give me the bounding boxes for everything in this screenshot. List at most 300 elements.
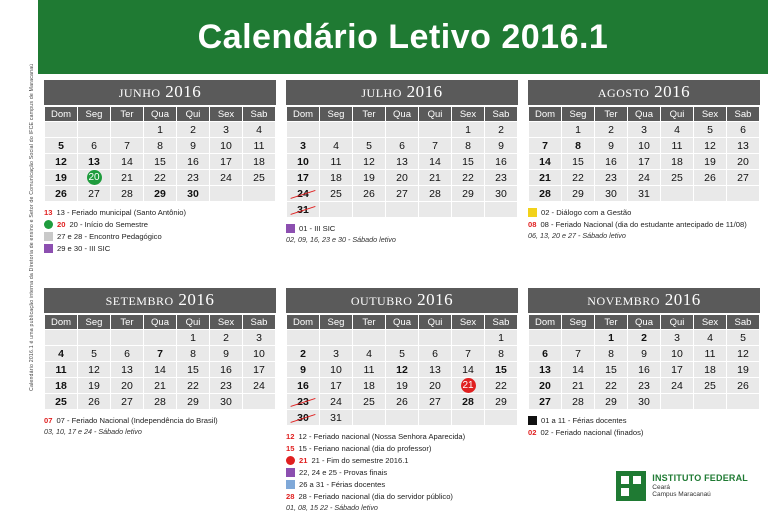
day-cell[interactable]: 19 (353, 170, 386, 186)
legend-item (44, 231, 276, 242)
month-legend (528, 415, 760, 438)
day-cell[interactable]: 20 (727, 154, 760, 170)
week-row (45, 170, 276, 186)
day-cell[interactable]: 17 (661, 362, 694, 378)
day-cell[interactable]: 28 (419, 186, 452, 202)
week-row (287, 362, 518, 378)
day-cell-empty (111, 122, 144, 138)
week-row (45, 138, 276, 154)
week-row (45, 330, 276, 346)
day-cell[interactable]: 24 (287, 186, 320, 202)
day-cell[interactable]: 7 (452, 346, 485, 362)
day-cell[interactable]: 15 (562, 154, 595, 170)
day-cell[interactable]: 20 (111, 378, 144, 394)
legend-item (44, 219, 276, 230)
weekday-header-row (287, 315, 518, 330)
day-cell[interactable]: 1 (562, 122, 595, 138)
day-cell[interactable]: 30 (485, 186, 518, 202)
legend-day-number: 02 (528, 428, 537, 437)
day-cell[interactable]: 23 (628, 378, 661, 394)
day-cell[interactable]: 21 (144, 378, 177, 394)
weekday-header: Qua (386, 315, 419, 330)
legend-day-number: 21 (299, 456, 308, 465)
day-cell[interactable]: 23 (595, 170, 628, 186)
day-cell[interactable]: 9 (595, 138, 628, 154)
day-cell-empty (144, 330, 177, 346)
day-cell[interactable]: 18 (661, 154, 694, 170)
day-cell[interactable]: 10 (320, 362, 353, 378)
month-title (528, 288, 760, 313)
day-cell[interactable]: 2 (210, 330, 243, 346)
month-block (44, 80, 276, 280)
month-block (286, 80, 518, 280)
week-row (45, 122, 276, 138)
day-cell[interactable]: 11 (243, 138, 276, 154)
weekday-header: Qui (661, 107, 694, 122)
month-legend (286, 223, 518, 245)
day-cell[interactable]: 2 (628, 330, 661, 346)
day-cell[interactable]: 4 (243, 122, 276, 138)
day-cell[interactable]: 30 (595, 186, 628, 202)
weekday-header: Qua (144, 315, 177, 330)
day-cell-empty (419, 330, 452, 346)
day-cell[interactable]: 30 (628, 394, 661, 410)
day-cell[interactable]: 3 (243, 330, 276, 346)
day-cell-empty (45, 330, 78, 346)
weekday-header: Ter (111, 107, 144, 122)
weekday-header: Dom (45, 107, 78, 122)
day-cell[interactable]: 31 (320, 410, 353, 426)
day-cell[interactable]: 24 (628, 170, 661, 186)
day-cell[interactable]: 13 (386, 154, 419, 170)
legend-day-number: 28 (286, 492, 295, 501)
day-cell[interactable]: 7 (111, 138, 144, 154)
day-cell[interactable]: 20 (386, 170, 419, 186)
day-cell[interactable]: 8 (177, 346, 210, 362)
day-cell[interactable]: 5 (694, 122, 727, 138)
day-cell[interactable]: 1 (177, 330, 210, 346)
legend-label: 02 - Diálogo com a Gestão (541, 208, 632, 217)
day-cell-empty (485, 202, 518, 218)
day-cell[interactable]: 14 (144, 362, 177, 378)
day-cell[interactable]: 26 (727, 378, 760, 394)
day-cell[interactable]: 14 (529, 154, 562, 170)
day-cell[interactable]: 22 (562, 170, 595, 186)
weekday-header: Ter (353, 107, 386, 122)
week-row (287, 186, 518, 202)
day-highlight-green: 20 (88, 172, 100, 183)
weekday-header: Ter (353, 315, 386, 330)
day-cell[interactable]: 29 (595, 394, 628, 410)
month-year: 2016 (173, 290, 215, 309)
day-cell[interactable]: 1 (452, 122, 485, 138)
logo-text-block (652, 473, 748, 498)
day-cell[interactable]: 1 (595, 330, 628, 346)
day-cell[interactable]: 11 (661, 138, 694, 154)
day-cell[interactable]: 1 (144, 122, 177, 138)
day-cell[interactable]: 9 (177, 138, 210, 154)
day-cell[interactable]: 7 (144, 346, 177, 362)
legend-swatch-blue (286, 480, 295, 489)
day-cell[interactable]: 17 (628, 154, 661, 170)
day-cell[interactable]: 16 (210, 362, 243, 378)
day-cell[interactable]: 12 (694, 138, 727, 154)
day-cell[interactable]: 6 (727, 122, 760, 138)
day-cell[interactable]: 11 (353, 362, 386, 378)
day-cell[interactable]: 23 (177, 170, 210, 186)
day-cell[interactable]: 27 (386, 186, 419, 202)
day-cell[interactable]: 3 (320, 346, 353, 362)
day-cell[interactable]: 16 (595, 154, 628, 170)
day-cell[interactable]: 21 (529, 170, 562, 186)
day-cell[interactable]: 20 (419, 378, 452, 394)
legend-item (44, 243, 276, 254)
legend-day-number: 20 (57, 220, 66, 229)
day-cell[interactable]: 2 (177, 122, 210, 138)
day-cell[interactable]: 22 (595, 378, 628, 394)
day-cell[interactable]: 15 (595, 362, 628, 378)
day-cell[interactable]: 15 (485, 362, 518, 378)
weekday-header: Sex (210, 315, 243, 330)
day-cell[interactable]: 10 (210, 138, 243, 154)
day-cell[interactable]: 18 (353, 378, 386, 394)
day-cell[interactable]: 6 (386, 138, 419, 154)
day-cell[interactable]: 19 (45, 170, 78, 186)
day-cell[interactable]: 29 (562, 186, 595, 202)
legend-swatch-yellow (528, 208, 537, 217)
weekday-header: Qua (144, 107, 177, 122)
day-cell[interactable]: 28 (562, 394, 595, 410)
day-cell[interactable]: 28 (144, 394, 177, 410)
page-title: Calendário Letivo 2016.1 (197, 17, 609, 56)
day-cell[interactable]: 16 (485, 154, 518, 170)
day-cell[interactable]: 9 (210, 346, 243, 362)
day-cell[interactable]: 10 (287, 154, 320, 170)
day-cell[interactable]: 16 (287, 378, 320, 394)
day-cell[interactable]: 5 (353, 138, 386, 154)
day-cell[interactable]: 1 (485, 330, 518, 346)
day-cell[interactable]: 22 (452, 170, 485, 186)
day-cell[interactable]: 17 (243, 362, 276, 378)
weekday-header: Sex (694, 315, 727, 330)
day-cell[interactable]: 27 (111, 394, 144, 410)
month-block (44, 288, 276, 498)
day-cell[interactable]: 7 (419, 138, 452, 154)
day-cell[interactable]: 25 (353, 394, 386, 410)
legend-item (528, 231, 760, 241)
legend-label: 01 - III SIC (299, 224, 336, 233)
day-cell[interactable]: 25 (243, 170, 276, 186)
day-cell[interactable]: 14 (111, 154, 144, 170)
legend-label: 02, 09, 16, 23 e 30 - Sábado letivo (286, 235, 396, 244)
day-cell[interactable]: 30 (287, 410, 320, 426)
day-cell[interactable]: 24 (243, 378, 276, 394)
day-cell[interactable]: 31 (287, 202, 320, 218)
day-cell[interactable]: 4 (320, 138, 353, 154)
day-cell[interactable]: 14 (562, 362, 595, 378)
day-cell[interactable]: 13 (529, 362, 562, 378)
day-cell[interactable]: 31 (628, 186, 661, 202)
weekday-header: Sab (243, 107, 276, 122)
month-year: 2016 (649, 82, 691, 101)
weekday-header: Dom (529, 315, 562, 330)
month-block (528, 80, 760, 280)
day-cell[interactable]: 12 (727, 346, 760, 362)
day-cell-empty (485, 410, 518, 426)
week-row (529, 362, 760, 378)
day-cell-empty (727, 186, 760, 202)
day-cell[interactable]: 27 (529, 394, 562, 410)
day-cell[interactable]: 5 (386, 346, 419, 362)
day-cell[interactable]: 24 (661, 378, 694, 394)
weekday-header: Sex (452, 315, 485, 330)
day-cell[interactable]: 10 (661, 346, 694, 362)
legend-label: 12 - Feriado nacional (Nossa Senhora Aparecida) (298, 432, 466, 441)
weekday-header: Seg (562, 107, 595, 122)
day-cell[interactable]: 25 (320, 186, 353, 202)
day-cell[interactable]: 15 (144, 154, 177, 170)
day-cell[interactable]: 17 (320, 378, 353, 394)
day-cell[interactable]: 11 (320, 154, 353, 170)
week-row (287, 202, 518, 218)
day-cell[interactable]: 26 (353, 186, 386, 202)
day-cell[interactable] (78, 170, 111, 186)
day-cell[interactable]: 22 (144, 170, 177, 186)
day-cell[interactable]: 8 (562, 138, 595, 154)
legend-day-number: 07 (44, 416, 53, 425)
day-cell[interactable]: 11 (45, 362, 78, 378)
day-cell[interactable]: 14 (419, 154, 452, 170)
day-cell[interactable]: 28 (111, 186, 144, 202)
day-cell[interactable]: 6 (529, 346, 562, 362)
day-cell[interactable]: 19 (78, 378, 111, 394)
side-credit-text: Calendário 2016.1 é uma publicação interna da Diretoria de ensino e Setor de Comunicação Social do IFCE campus de Maracanaú (29, 63, 35, 391)
day-cell[interactable]: 16 (628, 362, 661, 378)
day-cell-empty (320, 330, 353, 346)
legend-item (44, 427, 276, 437)
legend-day-number: 08 (528, 220, 537, 229)
day-cell[interactable]: 16 (177, 154, 210, 170)
day-cell[interactable]: 24 (210, 170, 243, 186)
month-block (528, 288, 760, 498)
week-row (287, 122, 518, 138)
day-cell-empty (452, 330, 485, 346)
day-cell[interactable]: 19 (386, 378, 419, 394)
day-cell-empty (78, 330, 111, 346)
day-cell[interactable]: 19 (694, 154, 727, 170)
legend-label: 15 - Feriano nacional (dia do professor) (298, 444, 432, 453)
day-cell[interactable]: 19 (727, 362, 760, 378)
legend-label: 06, 13, 20 e 27 - Sábado letivo (528, 231, 626, 240)
day-cell[interactable]: 9 (628, 346, 661, 362)
day-cell[interactable]: 11 (694, 346, 727, 362)
day-cell[interactable]: 25 (694, 378, 727, 394)
day-cell-empty (287, 330, 320, 346)
day-cell[interactable]: 29 (177, 394, 210, 410)
day-cell[interactable]: 28 (529, 186, 562, 202)
month-legend (44, 415, 276, 437)
day-cell[interactable]: 23 (287, 394, 320, 410)
weekday-header-row (45, 107, 276, 122)
day-cell[interactable]: 30 (210, 394, 243, 410)
month-name: outubro (350, 290, 413, 309)
weekday-header-row (45, 315, 276, 330)
day-cell[interactable]: 26 (386, 394, 419, 410)
day-cell[interactable]: 20 (529, 378, 562, 394)
day-cell[interactable]: 6 (111, 346, 144, 362)
day-cell[interactable]: 3 (210, 122, 243, 138)
day-cell[interactable]: 8 (485, 346, 518, 362)
day-cell-empty (243, 186, 276, 202)
day-cell[interactable]: 21 (562, 378, 595, 394)
day-cell[interactable]: 30 (177, 186, 210, 202)
day-cell[interactable]: 4 (661, 122, 694, 138)
day-cell[interactable]: 3 (661, 330, 694, 346)
day-cell[interactable]: 29 (144, 186, 177, 202)
day-cell-empty (386, 330, 419, 346)
week-row (529, 330, 760, 346)
day-cell[interactable]: 3 (287, 138, 320, 154)
day-cell[interactable]: 10 (628, 138, 661, 154)
day-cell-empty (210, 186, 243, 202)
legend-swatch-green-dot (44, 220, 53, 229)
weekday-header: Qua (628, 315, 661, 330)
weekday-header: Sex (452, 107, 485, 122)
day-cell[interactable]: 7 (562, 346, 595, 362)
legend-item (44, 415, 276, 426)
day-cell[interactable]: 26 (78, 394, 111, 410)
day-cell-empty (529, 122, 562, 138)
day-cell[interactable]: 28 (452, 394, 485, 410)
day-cell[interactable]: 9 (287, 362, 320, 378)
day-cell-empty (243, 394, 276, 410)
day-cell[interactable]: 18 (694, 362, 727, 378)
month-grid (44, 314, 276, 410)
day-cell[interactable]: 13 (78, 154, 111, 170)
day-cell[interactable]: 13 (419, 362, 452, 378)
day-cell[interactable]: 26 (45, 186, 78, 202)
day-cell[interactable]: 2 (287, 346, 320, 362)
month-title (44, 80, 276, 105)
month-name: julho (361, 82, 402, 101)
day-cell[interactable]: 27 (727, 170, 760, 186)
day-cell[interactable]: 18 (243, 154, 276, 170)
day-cell[interactable]: 5 (78, 346, 111, 362)
day-cell[interactable]: 8 (144, 138, 177, 154)
month-year: 2016 (659, 290, 701, 309)
weekday-header: Sex (694, 107, 727, 122)
day-cell[interactable]: 23 (485, 170, 518, 186)
day-cell[interactable]: 27 (419, 394, 452, 410)
day-cell[interactable]: 22 (177, 378, 210, 394)
day-cell[interactable]: 17 (287, 170, 320, 186)
day-cell[interactable]: 8 (452, 138, 485, 154)
day-cell[interactable]: 25 (661, 170, 694, 186)
day-cell[interactable]: 15 (452, 154, 485, 170)
day-cell[interactable]: 4 (694, 330, 727, 346)
day-cell[interactable]: 15 (177, 362, 210, 378)
day-cell[interactable]: 2 (595, 122, 628, 138)
day-cell[interactable]: 5 (727, 330, 760, 346)
logo-line-1: INSTITUTO FEDERAL (652, 473, 748, 484)
day-cell[interactable]: 4 (353, 346, 386, 362)
day-cell[interactable]: 26 (694, 170, 727, 186)
logo-line-2: Ceará (652, 483, 670, 491)
month-legend (44, 207, 276, 254)
week-row (529, 378, 760, 394)
day-cell[interactable]: 3 (628, 122, 661, 138)
weekday-header: Seg (78, 315, 111, 330)
legend-swatch-purple (286, 468, 295, 477)
day-cell[interactable]: 13 (111, 362, 144, 378)
day-cell[interactable]: 25 (45, 394, 78, 410)
day-cell[interactable]: 29 (485, 394, 518, 410)
day-cell-empty (419, 122, 452, 138)
day-cell-empty (386, 122, 419, 138)
day-cell[interactable]: 18 (45, 378, 78, 394)
day-cell[interactable] (452, 378, 485, 394)
day-cell[interactable]: 21 (111, 170, 144, 186)
day-cell-empty (452, 410, 485, 426)
week-row (529, 186, 760, 202)
day-cell[interactable]: 22 (485, 378, 518, 394)
day-cell[interactable]: 12 (45, 154, 78, 170)
weekday-header: Seg (320, 315, 353, 330)
day-cell[interactable]: 12 (386, 362, 419, 378)
day-cell[interactable]: 14 (452, 362, 485, 378)
weekday-header: Sab (727, 315, 760, 330)
day-cell[interactable]: 7 (529, 138, 562, 154)
weekday-header: Ter (595, 107, 628, 122)
legend-label: 01 a 11 - Férias docentes (541, 416, 627, 425)
weekday-header: Dom (529, 107, 562, 122)
day-cell[interactable]: 12 (78, 362, 111, 378)
weekday-header: Dom (287, 315, 320, 330)
day-cell[interactable]: 10 (243, 346, 276, 362)
day-cell[interactable]: 13 (727, 138, 760, 154)
weekday-header: Qui (661, 315, 694, 330)
day-cell[interactable]: 24 (320, 394, 353, 410)
week-row (45, 346, 276, 362)
day-cell[interactable]: 27 (78, 186, 111, 202)
day-cell-empty (386, 410, 419, 426)
day-cell[interactable]: 29 (452, 186, 485, 202)
month-title (286, 288, 518, 313)
month-grid (528, 106, 760, 202)
day-cell[interactable]: 5 (45, 138, 78, 154)
day-cell-empty (694, 394, 727, 410)
day-cell[interactable]: 18 (320, 170, 353, 186)
legend-item (286, 467, 518, 478)
day-cell[interactable]: 4 (45, 346, 78, 362)
day-cell[interactable]: 2 (485, 122, 518, 138)
day-cell[interactable]: 17 (210, 154, 243, 170)
day-cell-empty (45, 122, 78, 138)
day-cell-empty (694, 186, 727, 202)
day-cell[interactable]: 21 (419, 170, 452, 186)
page-header (38, 0, 768, 74)
month-title (286, 80, 518, 105)
weekday-header-row (529, 315, 760, 330)
legend-item (286, 443, 518, 454)
week-row (529, 170, 760, 186)
day-cell[interactable]: 8 (595, 346, 628, 362)
day-cell[interactable]: 9 (485, 138, 518, 154)
day-cell[interactable]: 23 (210, 378, 243, 394)
day-cell[interactable]: 6 (419, 346, 452, 362)
day-cell[interactable]: 12 (353, 154, 386, 170)
day-cell[interactable]: 6 (78, 138, 111, 154)
